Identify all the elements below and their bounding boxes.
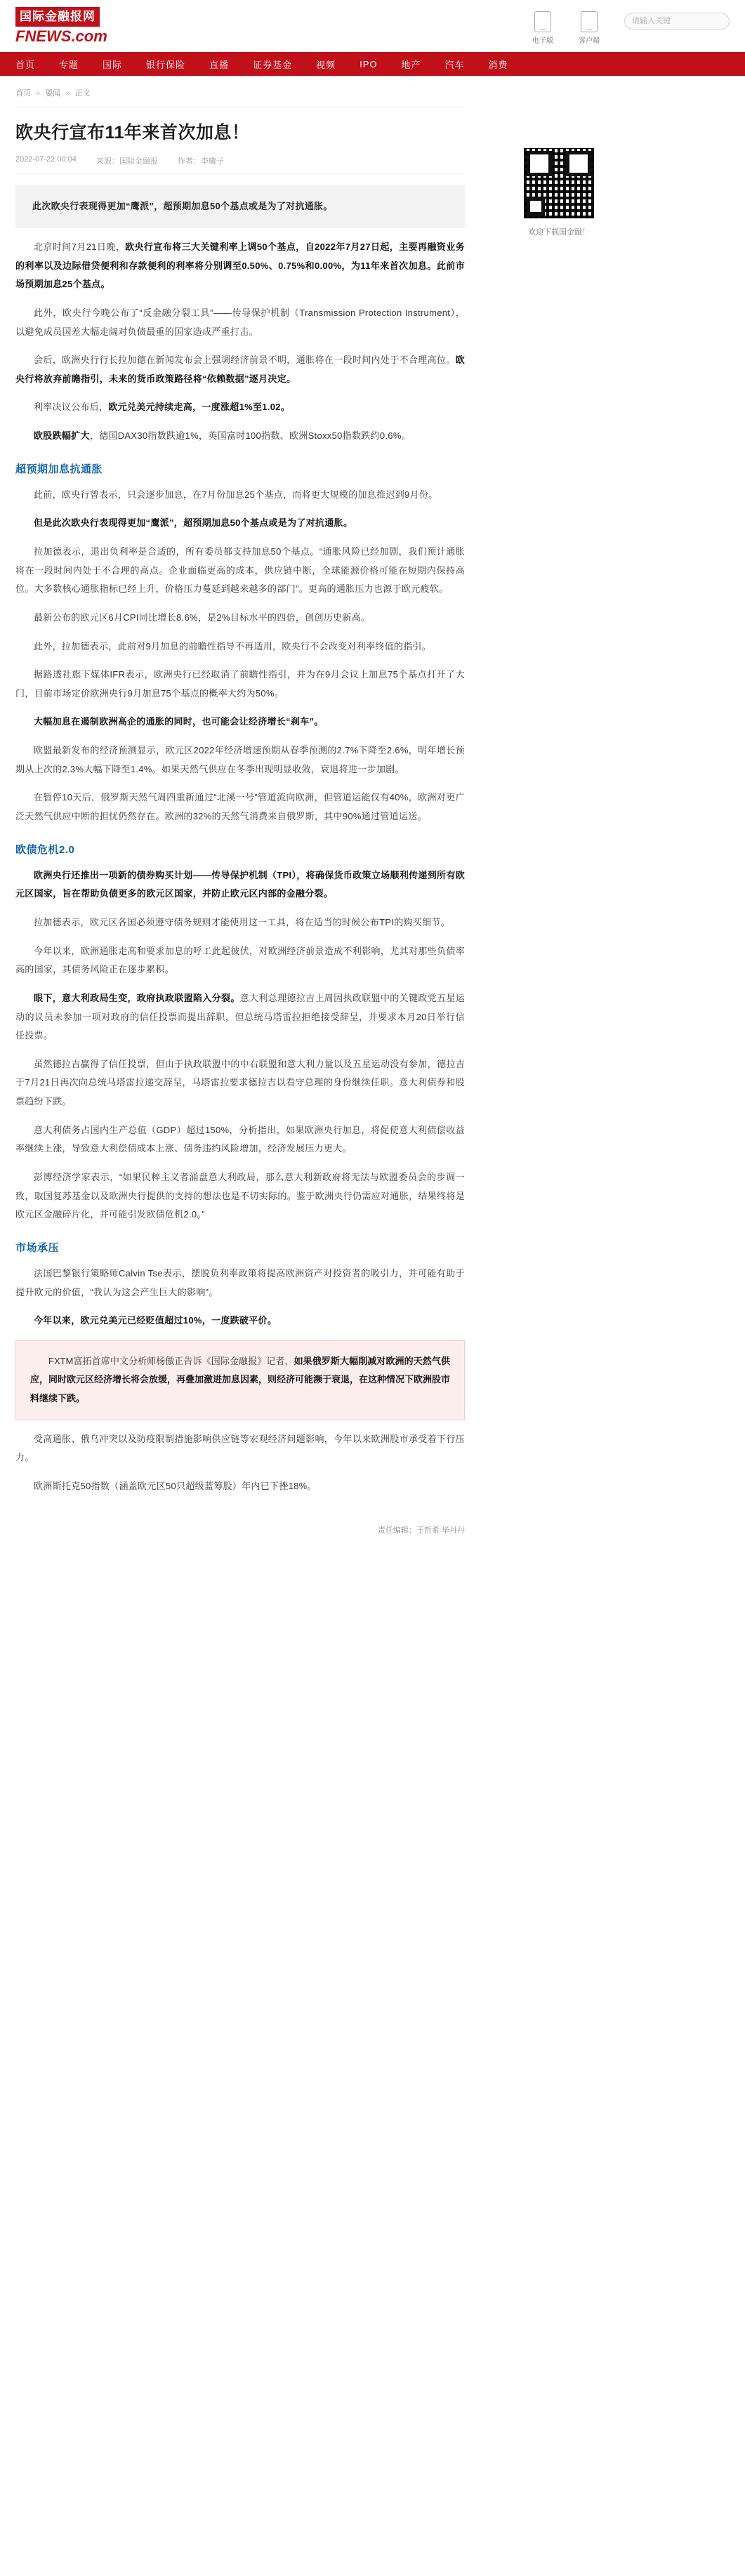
qr-corner-bottom-left [527, 197, 545, 216]
article-meta [15, 155, 465, 174]
article-paragraph: 今年以来，欧元兑美元已经贬值超过10%，一度跌破平价。 [34, 1315, 277, 1326]
article-paragraph: 受高通胀、俄乌冲突以及防疫限制措施影响供应链等宏观经济问题影响，今年以来欧洲股市承受着下行压力。 [15, 1433, 465, 1463]
mobile-client-link[interactable] [575, 11, 603, 45]
article-paragraph: 欧洲斯托克50指数（涵盖欧元区50只超级蓝筹股）年内已下挫18%。 [34, 1481, 317, 1492]
ebook-link[interactable] [529, 11, 557, 45]
mobile-client-label: 客户端 [579, 37, 600, 45]
section-heading: 欧债危机2.0 [15, 843, 75, 856]
app-download-icons [529, 7, 603, 45]
article-paragraph: 彭博经济学家表示，“如果民粹主义者涌盘意大利政局，那么意大利新政府将无法与欧盟委员会的步调一致，取国复苏基金以及欧洲央行提供的支持的想法也是不切实际的。鉴于欧洲央行仍需应对通胀，结果终将是欧元区金融碎片化，并可能引发欧债危机2.0。” [15, 1172, 465, 1220]
nav-item-2[interactable]: 国际 [103, 59, 123, 70]
mobile-client-icon [581, 11, 598, 32]
ebook-icon [534, 11, 551, 32]
article-paragraph: 此外，欧央行今晚公布了“反金融分裂工具”——传导保护机制（Transmission Protection Instrument），以避免成员国差大幅走阔对负债最重的国家造成严重打击。 [15, 307, 465, 337]
highlight-callout [15, 1340, 465, 1420]
nav-item-10[interactable]: 消费 [488, 59, 508, 70]
article-summary: 此次欧央行表现得更加“鹰派”，超预期加息50个基点或是为了对抗通胀。 [15, 185, 465, 228]
nav-item-3[interactable]: 银行保险 [146, 59, 186, 70]
site-masthead [0, 0, 745, 52]
article-paragraph: 会后，欧洲央行行长拉加德在新闻发布会上强调经济前景不明，通胀将在一段时间内处于不合理高位。欧央行将放弃前瞻指引，未来的货币政策路径将“依赖数据”逐月决定。 [15, 355, 465, 384]
nav-item-6[interactable]: 视频 [316, 59, 336, 70]
breadcrumb-item-2: 正文 [74, 89, 91, 98]
qr-sidebar [496, 146, 622, 237]
article-paragraph: 但是此次欧央行表现得更加“鹰派”，超预期加息50个基点或是为了对抗通胀。 [34, 517, 353, 529]
article-paragraph: 大幅加息在遏制欧洲高企的通胀的同时，也可能会让经济增长“刹车”。 [34, 716, 324, 727]
section-heading: 市场承压 [15, 1241, 60, 1254]
nav-item-0[interactable]: 首页 [15, 59, 36, 70]
article-editor: 责任编辑：王哲希 毕丹丹 [377, 1526, 465, 1535]
nav-item-1[interactable]: 专题 [59, 59, 79, 70]
article-paragraph: 据路透社旗下媒体IFR表示，欧洲央行已经取消了前瞻性指引，并为在9月会议上加息75个基点打开了大门，目前市场定价欧洲央行9月加息75个基点的概率大约为50%。 [15, 669, 465, 699]
article-author: 作者：李曦子 [177, 157, 224, 166]
logo-chinese-text: 国际金融报网 [15, 7, 100, 27]
article-paragraph: 法国巴黎银行策略师Calvin Tse表示，摆脱负利率政策将提高欧洲资产对投资者的吸引力，并可能有助于提升欧元的价值，“我认为这会产生巨大的影响”。 [15, 1267, 465, 1297]
article-paragraph: 利率决议公布后，欧元兑美元持续走高，一度涨超1%至1.02。 [34, 402, 291, 413]
article-source: 来源：国际金融报 [95, 157, 158, 166]
breadcrumb-item-1[interactable]: 要闻 [45, 89, 61, 98]
breadcrumb [15, 76, 465, 107]
article-paragraph: 最新公布的欧元区6月CPI同比增长8.6%，是2%目标水平的四倍，创创历史新高。 [34, 612, 371, 623]
article-paragraph: 欧盟最新发布的经济预测显示，欧元区2022年经济增速预期从春季预测的2.7%下降至2.6%，明年增长预期从上次的2.3%大幅下降至1.4%。如果天然气供应在冬季出现明显收敛，衰退将进一步加剧。 [15, 745, 465, 774]
nav-item-7[interactable]: IPO [360, 58, 378, 70]
article-paragraph: 虽然德拉吉赢得了信任投票，但由于执政联盟中的中右联盟和意大利力量以及五星运动没有参加，德拉吉于7月21日再次向总统马塔雷拉递交辞呈，马塔雷拉要求德拉吉以看守总理的身份继续任职。意大利债券和股票趋纷下跌。 [15, 1058, 465, 1107]
nav-item-5[interactable]: 证券基金 [253, 59, 293, 70]
qr-caption: 欢迎下载国金融！ [528, 228, 590, 237]
article-date: 2022-07-22 00:04 [15, 155, 77, 164]
article-paragraph: 此外，拉加德表示，此前对9月加息的前瞻性指导不再适用，欧央行不会改变对利率终值的指引。 [34, 640, 432, 652]
article-paragraph: 拉加德表示，退出负利率是合适的，所有委员都支持加息50个基点。“通胀风险已经加剧，我们预计通胀将在一段时间内处于不合理的高点。企业面临更高的成本，供应链中断，全球能源价格可能在短期内保持高位。大多数核心通胀指标已经上升，价格压力蔓延到越来越多的部门”。更高的通胀压力也源于欧元疲软。 [15, 546, 465, 595]
article-paragraph: 此前，欧央行曾表示，只会逐步加息，在7月份加息25个基点，而将更大规模的加息推迟到9月份。 [34, 489, 438, 500]
article-paragraph: 北京时间7月21日晚，欧央行宣布将三大关键利率上调50个基点，自2022年7月27日起，主要再融资业务的利率以及边际借贷便利和存款便利的利率将分别调至0.50%、0.75%和0.00%，为11年来首次加息。此前市场预期加息25个基点。 [15, 241, 465, 290]
article-paragraph: 眼下，意大利政局生变，政府执政联盟陷入分裂。意大利总理德拉吉上周因执政联盟中的关键政党五星运动的议员未参加一项对政府的信任投票而提出辞职，但总统马塔雷拉拒绝接受辞呈，并要求本月20日举行信任投票。 [15, 992, 465, 1041]
nav-item-8[interactable]: 地产 [401, 59, 421, 70]
ebook-label: 电子版 [532, 37, 553, 45]
logo-english-text: FNEWS.com [15, 27, 107, 45]
site-logo[interactable] [15, 7, 177, 45]
article-column [15, 76, 465, 1535]
nav-item-9[interactable]: 汽车 [444, 59, 465, 70]
highlight-paragraph: FXTM富拓首席中文分析师杨傲正告诉《国际金融报》记者，如果俄罗斯大幅削减对欧洲的天然气供应，同时欧元区经济增长将会放缓，再叠加激进加息因素，则经济可能濒于衰退，在这种情况下欧洲股市料继续下跌。 [30, 1355, 451, 1404]
article-paragraph: 今年以来，欧洲通胀走高和要求加息的呼工此起彼伏，对欧洲经济前景造成不利影响，尤其对那些负债率高的国家，其债务风险正在逐步累积。 [15, 945, 465, 975]
main-navigation [0, 52, 745, 76]
article-paragraph: 意大利债务占国内生产总值（GDP）超过150%，分析指出，如果欧洲央行加息，将促使意大利债偿收益率继续上涨，导致意大利偿债成本上涨、债务违约风险增加，经济发展压力更大。 [15, 1124, 465, 1154]
page-title: 欧央行宣布11年来首次加息！ [15, 123, 250, 143]
breadcrumb-separator-0: » [36, 89, 41, 98]
article-paragraph: 欧股跌幅扩大，德国DAX30指数跌逾1%，英国富时100指数、欧洲Stoxx50指数跌约0.6%。 [34, 430, 411, 442]
breadcrumb-item-0[interactable]: 首页 [15, 89, 31, 98]
search-input[interactable]: 请输入关键 [624, 13, 730, 29]
article-paragraph: 欧洲央行还推出一项新的债券购买计划——传导保护机制（TPI），将确保货币政策立场顺利传递到所有欧元区国家，旨在帮助负债更多的欧元区国家，并防止欧元区内部的金融分裂。 [15, 869, 465, 899]
article-paragraph: 拉加德表示，欧元区各国必须遵守债务规则才能使用这一工具，将在适当的时候公布TPI的购买细节。 [34, 916, 451, 927]
nav-item-4[interactable]: 直播 [209, 59, 230, 70]
article-body [15, 238, 465, 1496]
section-heading: 超预期加息抗通胀 [15, 463, 103, 475]
breadcrumb-separator-1: » [65, 89, 70, 98]
content-area [0, 76, 745, 1550]
qr-code-image [522, 146, 596, 220]
article-paragraph: 在暂停10天后，俄罗斯天然气周四重新通过“北溪一号”管道流向欧洲，但管道运能仅有40%，欧洲对更广泛天然气供应中断的担忧仍然存在。欧洲的32%的天然气消费来自俄罗斯，其中90%通过管道运送。 [15, 792, 465, 822]
